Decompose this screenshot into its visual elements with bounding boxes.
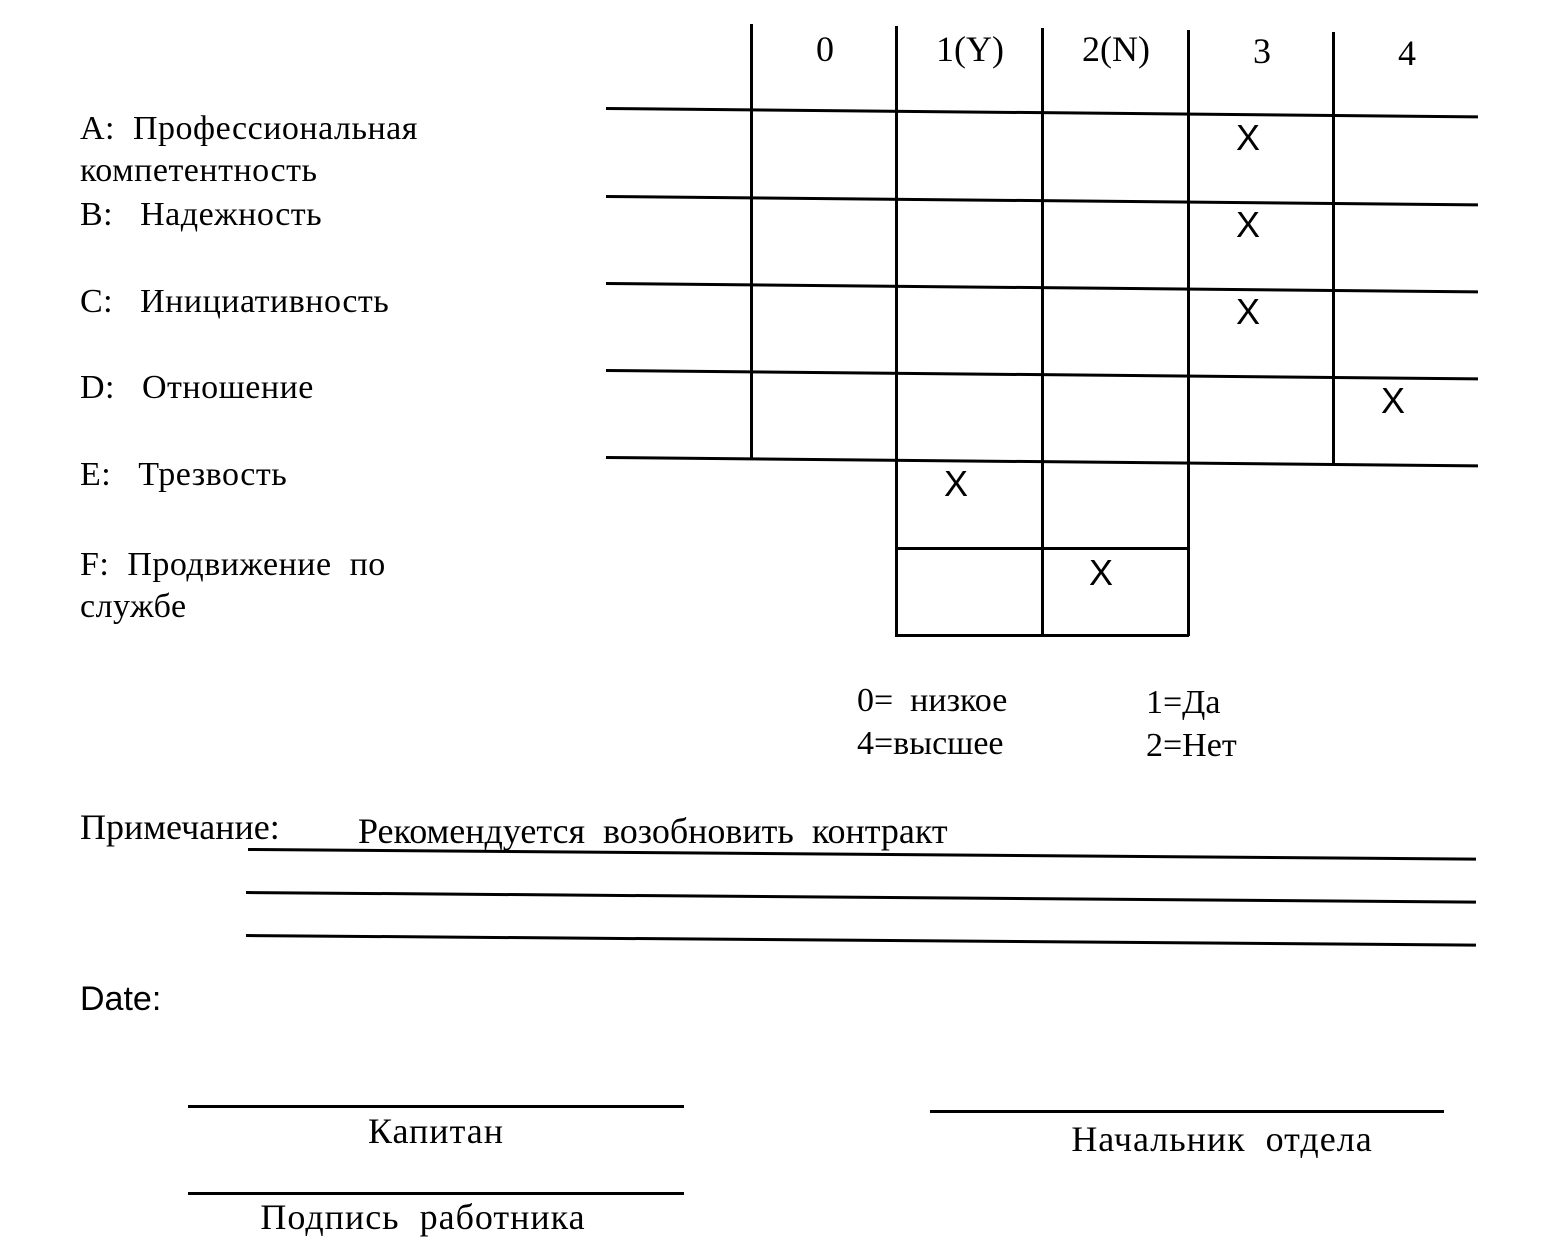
criterion-f-key: F: [80,546,110,583]
signature-caption-head: Начальник отдела [1071,1119,1373,1159]
criterion-d-label: Отношение [142,369,314,406]
criterion-f-label: Продвижение по [127,546,386,583]
criterion-a-label: Профессиональная [133,110,418,147]
criterion-c-label: Инициативность [140,283,390,320]
criterion-c-key: C: [80,283,114,320]
criterion-e [80,454,287,496]
note-label: Примечание: [80,807,280,847]
column-header-2: 2(N) [1082,29,1150,69]
grid-col-line [895,26,898,636]
note-text: Рекомендуется возобновить контракт [358,811,948,851]
signature-line-head[interactable] [930,1110,1444,1113]
column-header-1: 1(Y) [936,29,1004,69]
note-line-2[interactable] [246,891,1476,904]
criterion-a-label-cont: компетентность [80,152,318,189]
mark-a-col3: X [1236,117,1261,158]
criterion-a [80,108,418,192]
legend-no: 2=Нет [1146,727,1237,764]
mark-b-col3: X [1236,204,1261,245]
note-line-3[interactable] [246,934,1476,947]
criterion-b-label: Надежность [140,196,323,233]
legend-high: 4=высшее [857,725,1004,762]
grid-col-line [1041,28,1044,636]
criterion-c [80,281,389,323]
grid-col-line [750,24,753,458]
column-header-0: 0 [816,29,834,69]
legend-yes: 1=Да [1146,684,1221,721]
signature-caption-captain: Капитан [368,1111,504,1151]
mark-c-col3: X [1236,291,1261,332]
signature-line-employee[interactable] [188,1192,684,1195]
criterion-b [80,194,322,236]
signature-caption-employee: Подпись работника [260,1197,586,1237]
criterion-d [80,367,314,409]
criterion-f-label-cont: службе [80,588,187,625]
criterion-e-label: Трезвость [138,456,288,493]
grid-col-line [1187,30,1190,636]
mark-d-col4: X [1381,380,1406,421]
criterion-e-key: E: [80,456,112,493]
mark-e-col1: X [944,463,969,504]
mark-f-col2: X [1089,552,1114,593]
criterion-a-key: A: [80,110,115,147]
criterion-d-key: D: [80,369,115,406]
date-label: Date: [80,980,162,1018]
signature-line-captain[interactable] [188,1105,684,1108]
column-header-4: 4 [1398,33,1416,73]
criterion-b-key: B: [80,196,114,233]
legend-low: 0= низкое [857,682,1008,719]
grid-col-line [1332,32,1335,464]
column-header-3: 3 [1253,31,1271,71]
criterion-f [80,544,386,628]
